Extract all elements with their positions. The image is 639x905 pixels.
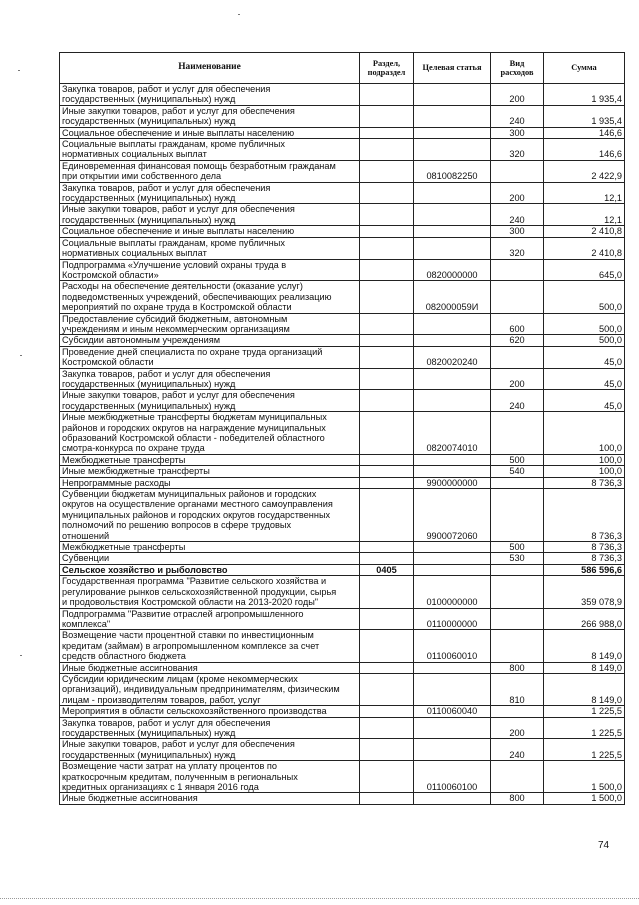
cell-target: 9900000000 (414, 477, 491, 488)
header-type: Вид расходов (491, 53, 544, 84)
cell-target (414, 739, 491, 761)
cell-name: Межбюджетные трансферты (60, 454, 360, 465)
cell-name: Предоставление субсидий бюджетным, автономным учреждениям и иным некоммерческим организациям (60, 313, 360, 335)
budget-table (59, 52, 625, 805)
cell-type: 320 (491, 237, 544, 259)
cell-type: 200 (491, 717, 544, 739)
cell-section (360, 553, 414, 564)
cell-target (414, 553, 491, 564)
cell-section (360, 139, 414, 161)
cell-type: 800 (491, 793, 544, 804)
cell-name: Субвенции (60, 553, 360, 564)
cell-type: 240 (491, 739, 544, 761)
cell-sum: 645,0 (544, 259, 625, 281)
table-row (60, 673, 625, 705)
cell-type: 500 (491, 454, 544, 465)
cell-name: Иные закупки товаров, работ и услуг для обеспечения государственных (муниципальных) нужд (60, 739, 360, 761)
cell-sum: 12,1 (544, 182, 625, 204)
cell-type (491, 630, 544, 662)
cell-section (360, 466, 414, 477)
cell-sum: 8 149,0 (544, 630, 625, 662)
cell-type: 320 (491, 139, 544, 161)
cell-section (360, 673, 414, 705)
table-row (60, 226, 625, 237)
cell-section (360, 335, 414, 346)
cell-type (491, 761, 544, 793)
cell-name: Государственная программа "Развитие сельского хозяйства и регулирование рынков сельскохозяйственной продукции, сырья и продовольствия Костромской области на 2013-2020 годы" (60, 576, 360, 608)
cell-target (414, 139, 491, 161)
table-header-row (60, 53, 625, 84)
cell-target: 0820000000 (414, 259, 491, 281)
cell-type (491, 608, 544, 630)
cell-section (360, 717, 414, 739)
table-row (60, 204, 625, 226)
page-number: 74 (598, 840, 610, 851)
cell-section (360, 204, 414, 226)
cell-type: 600 (491, 313, 544, 335)
cell-sum: 359 078,9 (544, 576, 625, 608)
cell-target (414, 313, 491, 335)
cell-section (360, 84, 414, 106)
cell-sum: 8 149,0 (544, 662, 625, 673)
cell-type (491, 259, 544, 281)
cell-target: 9900072060 (414, 489, 491, 542)
cell-target (414, 105, 491, 127)
cell-name: Закупка товаров, работ и услуг для обеспечения государственных (муниципальных) нужд (60, 368, 360, 390)
cell-target (414, 84, 491, 106)
table-row (60, 139, 625, 161)
cell-type: 620 (491, 335, 544, 346)
cell-name: Подпрограмма "Развитие отраслей агропромышленного комплекса" (60, 608, 360, 630)
cell-target: 0110000000 (414, 608, 491, 630)
cell-sum: 8 736,3 (544, 553, 625, 564)
cell-section (360, 127, 414, 138)
cell-sum: 500,0 (544, 335, 625, 346)
cell-section (360, 259, 414, 281)
cell-name: Социальные выплаты гражданам, кроме публичных нормативных социальных выплат (60, 237, 360, 259)
cell-section (360, 226, 414, 237)
header-name: Наименование (60, 53, 360, 84)
cell-sum: 2 410,8 (544, 226, 625, 237)
table-row (60, 564, 625, 575)
table-row (60, 761, 625, 793)
table-row (60, 553, 625, 564)
cell-section (360, 739, 414, 761)
cell-name: Субсидии юридическим лицам (кроме некоммерческих организаций), индивидуальным предпринимателям, физическим лицам - производителям товаров, работ, услуг (60, 673, 360, 705)
cell-type: 810 (491, 673, 544, 705)
cell-section (360, 576, 414, 608)
cell-name: Расходы на обеспечение деятельности (оказание услуг) подведомственных учреждений, обеспечивающих реализацию мероприятий по охране труда в Костромской области (60, 281, 360, 313)
cell-name: Социальные выплаты гражданам, кроме публичных нормативных социальных выплат (60, 139, 360, 161)
cell-name: Закупка товаров, работ и услуг для обеспечения государственных (муниципальных) нужд (60, 84, 360, 106)
cell-target (414, 717, 491, 739)
cell-section (360, 761, 414, 793)
cell-type (491, 706, 544, 717)
header-target: Целевая статья (414, 53, 491, 84)
scan-speck (20, 655, 22, 656)
cell-section (360, 793, 414, 804)
cell-target: 0820020240 (414, 346, 491, 368)
table-row (60, 793, 625, 804)
cell-name: Закупка товаров, работ и услуг для обеспечения государственных (муниципальных) нужд (60, 182, 360, 204)
scan-edge-line (0, 897, 639, 899)
cell-section (360, 477, 414, 488)
cell-name: Иные закупки товаров, работ и услуг для обеспечения государственных (муниципальных) нужд (60, 105, 360, 127)
cell-name: Иные бюджетные ассигнования (60, 793, 360, 804)
cell-name: Проведение дней специалиста по охране труда организаций Костромской области (60, 346, 360, 368)
cell-section (360, 630, 414, 662)
table-row (60, 542, 625, 553)
cell-section: 0405 (360, 564, 414, 575)
cell-sum: 8 736,3 (544, 542, 625, 553)
cell-target (414, 368, 491, 390)
cell-name: Иные межбюджетные трансферты (60, 466, 360, 477)
cell-type: 800 (491, 662, 544, 673)
cell-target: 0110060010 (414, 630, 491, 662)
cell-sum: 1 225,5 (544, 739, 625, 761)
cell-name: Закупка товаров, работ и услуг для обеспечения государственных (муниципальных) нужд (60, 717, 360, 739)
table-row (60, 466, 625, 477)
cell-name: Единовременная финансовая помощь безработным гражданам при открытии ими собственного дела (60, 160, 360, 182)
cell-section (360, 454, 414, 465)
cell-type (491, 564, 544, 575)
cell-name: Социальное обеспечение и иные выплаты населению (60, 127, 360, 138)
cell-type: 200 (491, 84, 544, 106)
cell-sum: 2 410,8 (544, 237, 625, 259)
cell-sum: 100,0 (544, 412, 625, 455)
cell-type: 240 (491, 390, 544, 412)
cell-type: 300 (491, 127, 544, 138)
cell-sum: 500,0 (544, 281, 625, 313)
cell-name: Подпрограмма «Улучшение условий охраны труда в Костромской области» (60, 259, 360, 281)
cell-section (360, 182, 414, 204)
cell-target (414, 182, 491, 204)
table-row (60, 489, 625, 542)
cell-sum: 12,1 (544, 204, 625, 226)
cell-name: Иные закупки товаров, работ и услуг для обеспечения государственных (муниципальных) нужд (60, 204, 360, 226)
cell-type (491, 477, 544, 488)
table-row (60, 739, 625, 761)
cell-sum: 45,0 (544, 368, 625, 390)
cell-target: 0100000000 (414, 576, 491, 608)
cell-target (414, 390, 491, 412)
cell-section (360, 346, 414, 368)
cell-name: Иные бюджетные ассигнования (60, 662, 360, 673)
cell-name: Возмещение части процентной ставки по инвестиционным кредитам (займам) в агропромышленном комплексе за счет средств областного бюджета (60, 630, 360, 662)
cell-target (414, 466, 491, 477)
cell-type: 540 (491, 466, 544, 477)
table-row (60, 237, 625, 259)
table-row (60, 576, 625, 608)
cell-sum: 8 736,3 (544, 477, 625, 488)
table-row (60, 182, 625, 204)
table-row (60, 717, 625, 739)
cell-type: 240 (491, 204, 544, 226)
cell-target (414, 335, 491, 346)
table-row (60, 454, 625, 465)
cell-sum: 1 500,0 (544, 761, 625, 793)
cell-type (491, 346, 544, 368)
header-sum: Сумма (544, 53, 625, 84)
cell-sum: 500,0 (544, 313, 625, 335)
cell-type: 300 (491, 226, 544, 237)
cell-section (360, 313, 414, 335)
cell-sum: 146,6 (544, 139, 625, 161)
cell-name: Сельское хозяйство и рыболовство (60, 564, 360, 575)
cell-sum: 1 225,5 (544, 717, 625, 739)
cell-section (360, 281, 414, 313)
cell-section (360, 412, 414, 455)
cell-target (414, 662, 491, 673)
cell-target: 0820074010 (414, 412, 491, 455)
cell-target (414, 793, 491, 804)
cell-target: 082000059И (414, 281, 491, 313)
cell-type (491, 160, 544, 182)
cell-sum: 45,0 (544, 390, 625, 412)
cell-sum: 45,0 (544, 346, 625, 368)
table-row (60, 608, 625, 630)
scan-speck (18, 70, 20, 71)
cell-target (414, 204, 491, 226)
cell-sum: 1 935,4 (544, 84, 625, 106)
cell-name: Иные межбюджетные трансферты бюджетам муниципальных районов и городских округов на награждение муниципальных образований Костромской области - победителей областного смотра-конкурса по охране труда (60, 412, 360, 455)
table-row (60, 390, 625, 412)
cell-name: Субсидии автономным учреждениям (60, 335, 360, 346)
cell-section (360, 390, 414, 412)
cell-type: 500 (491, 542, 544, 553)
table-row (60, 706, 625, 717)
cell-section (360, 489, 414, 542)
cell-sum: 1 935,4 (544, 105, 625, 127)
cell-section (360, 662, 414, 673)
cell-type (491, 281, 544, 313)
cell-type (491, 576, 544, 608)
table-row (60, 127, 625, 138)
cell-sum: 146,6 (544, 127, 625, 138)
cell-section (360, 706, 414, 717)
table-row (60, 477, 625, 488)
cell-section (360, 608, 414, 630)
cell-name: Межбюджетные трансферты (60, 542, 360, 553)
cell-target: 0810082250 (414, 160, 491, 182)
table-row (60, 160, 625, 182)
cell-name: Субвенции бюджетам муниципальных районов и городских округов на осуществление органами местного самоуправления муниципальных районов и городских округов государственных полномочий по решению вопросов в сфере трудовых отношений (60, 489, 360, 542)
table-row (60, 105, 625, 127)
cell-target (414, 226, 491, 237)
cell-target: 0110060040 (414, 706, 491, 717)
table-row (60, 335, 625, 346)
table-row (60, 412, 625, 455)
cell-type (491, 489, 544, 542)
cell-name: Иные закупки товаров, работ и услуг для обеспечения государственных (муниципальных) нужд (60, 390, 360, 412)
cell-sum: 100,0 (544, 466, 625, 477)
table-row (60, 259, 625, 281)
cell-target (414, 542, 491, 553)
cell-target (414, 564, 491, 575)
cell-sum: 2 422,9 (544, 160, 625, 182)
cell-section (360, 105, 414, 127)
table-row (60, 313, 625, 335)
cell-type: 200 (491, 182, 544, 204)
table-row (60, 368, 625, 390)
cell-target: 0110060100 (414, 761, 491, 793)
scan-speck (238, 14, 240, 15)
cell-name: Мероприятия в области сельскохозяйственного производства (60, 706, 360, 717)
cell-type: 530 (491, 553, 544, 564)
cell-section (360, 368, 414, 390)
scan-speck (20, 355, 22, 356)
cell-target (414, 237, 491, 259)
cell-section (360, 237, 414, 259)
cell-type (491, 412, 544, 455)
cell-section (360, 160, 414, 182)
cell-sum: 1 500,0 (544, 793, 625, 804)
cell-target (414, 454, 491, 465)
table-row (60, 630, 625, 662)
cell-sum: 586 596,6 (544, 564, 625, 575)
cell-type: 200 (491, 368, 544, 390)
table-row (60, 281, 625, 313)
cell-sum: 1 225,5 (544, 706, 625, 717)
cell-sum: 8 149,0 (544, 673, 625, 705)
table-row (60, 346, 625, 368)
cell-section (360, 542, 414, 553)
cell-sum: 266 988,0 (544, 608, 625, 630)
cell-name: Непрограммные расходы (60, 477, 360, 488)
cell-type: 240 (491, 105, 544, 127)
cell-target (414, 127, 491, 138)
cell-name: Возмещение части затрат на уплату процентов по краткосрочным кредитам, полученным в региональных кредитных организациях с 1 января 2016 года (60, 761, 360, 793)
cell-sum: 8 736,3 (544, 489, 625, 542)
header-section: Раздел, подраздел (360, 53, 414, 84)
cell-sum: 100,0 (544, 454, 625, 465)
cell-target (414, 673, 491, 705)
table-row (60, 84, 625, 106)
cell-name: Социальное обеспечение и иные выплаты населению (60, 226, 360, 237)
table-row (60, 662, 625, 673)
